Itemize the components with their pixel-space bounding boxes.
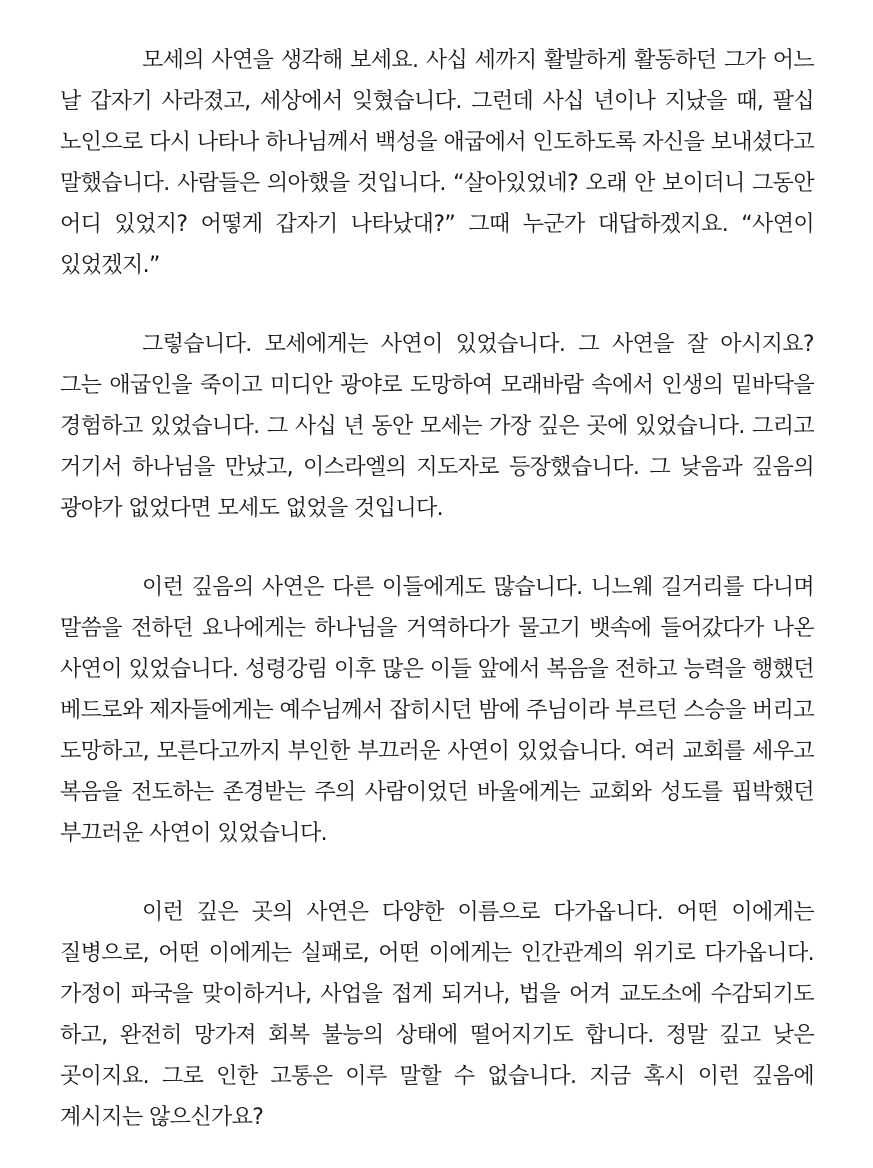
paragraph-other-stories: 이런 깊음의 사연은 다른 이들에게도 많습니다. 니느웨 길거리를 다니며 말씀을 전하던 요나에게는 하나님을 거역하다가 물고기 뱃속에 들어갔다가 나온 사연이 있었습니다. 성령강림 이후 많은 이들 앞에서 복음을 전하고 능력을 행했던 베드로와 제자들에게는 예수님께서 잡히시던 밤에 주님이라 부르던 스승을 버리고 도망하고, 모른다고까지 부인한 부끄러운 사연이 있었습니다. 여러 교회를 세우고 복음을 전도하는 존경받는 주의 사람이었던 바울에게는 교회와 성도를 핍박했던 부끄러운 사연이 있었습니다.: [60, 575, 814, 846]
paragraph-moses-wilderness: 그렇습니다. 모세에게는 사연이 있었습니다. 그 사연을 잘 아시지요? 그는 애굽인을 죽이고 미디안 광야로 도망하여 모래바람 속에서 인생의 밑바닥을 경험하고 있었습니다. 그 사십 년 동안 모세는 가장 깊은 곳에 있었습니다. 그리고 거기서 하나님을 만났고, 이스라엘의 지도자로 등장했습니다. 그 낮음과 깊음의 광야가 없었다면 모세도 없었을 것입니다.: [60, 332, 814, 521]
paragraph-deep-places: 이런 깊은 곳의 사연은 다양한 이름으로 다가옵니다. 어떤 이에게는 질병으로, 어떤 이에게는 실패로, 어떤 이에게는 인간관계의 위기로 다가옵니다. 가정이 파국을 맞이하거나, 사업을 접게 되거나, 법을 어겨 교도소에 수감되기도 하고, 완전히 망가져 회복 불능의 상태에 떨어지기도 합니다. 정말 깊고 낮은 곳이지요. 그로 인한 고통은 이루 말할 수 없습니다. 지금 혹시 이런 깊음에 계시지는 않으신가요?: [60, 900, 814, 1130]
document-page: [60, 40, 814, 1138]
paragraph-moses-story: 모세의 사연을 생각해 보세요. 사십 세까지 활발하게 활동하던 그가 어느 날 갑자기 사라졌고, 세상에서 잊혔습니다. 그런데 사십 년이나 지났을 때, 팔십 노인으로 다시 나타나 하나님께서 백성을 애굽에서 인도하도록 자신을 보내셨다고 말했습니다. 사람들은 의아했을 것입니다. “살아있었네? 오래 안 보이더니 그동안 어디 있었지? 어떻게 갑자기 나타났대?” 그때 누군가 대답하겠지요. “사연이 있었겠지.”: [60, 48, 814, 278]
